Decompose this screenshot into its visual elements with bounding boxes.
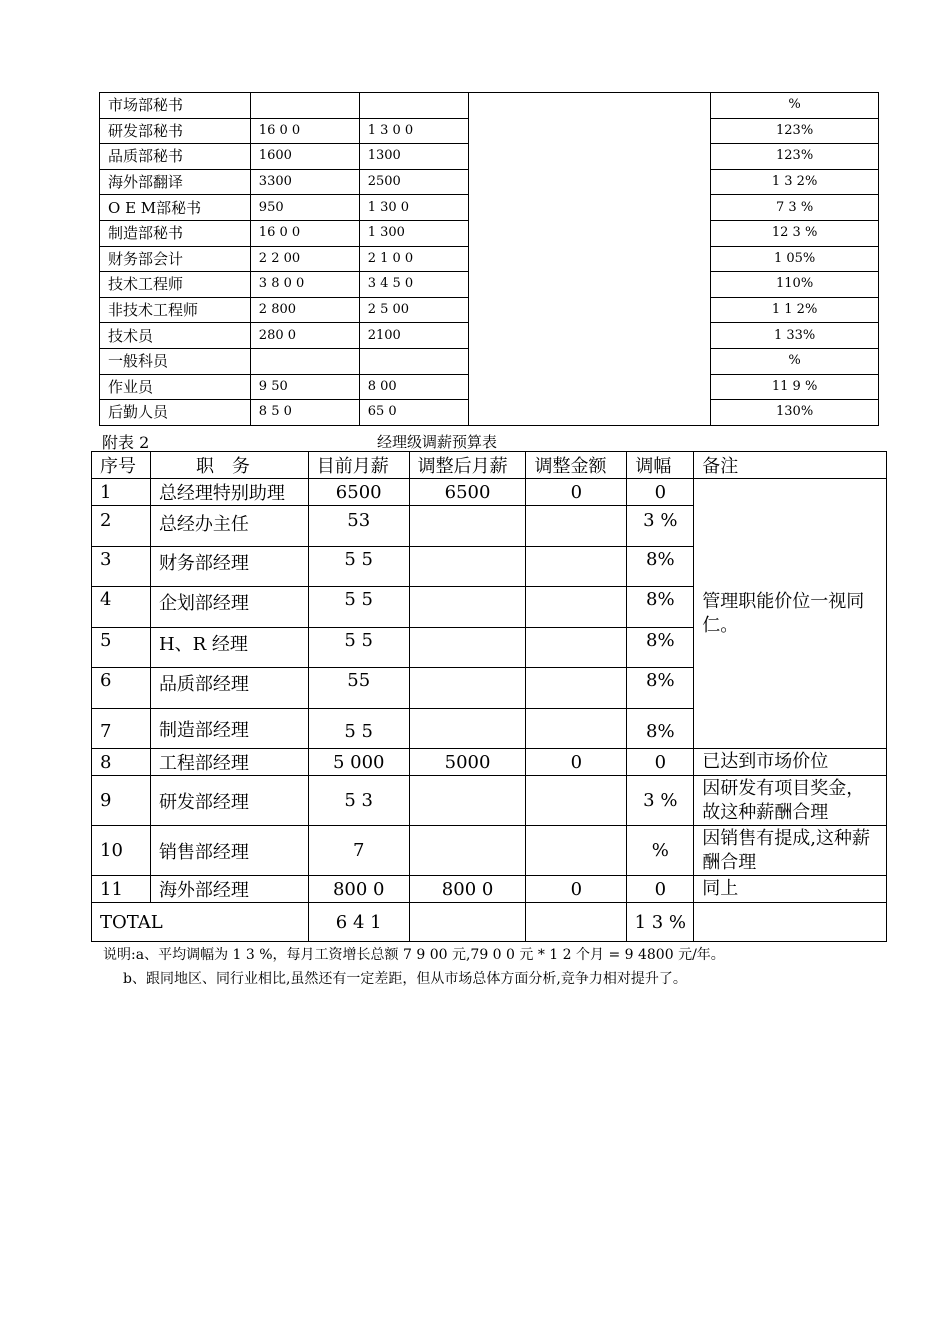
current-salary: 16 0 0 (250, 118, 359, 144)
row-current: 5 5 (308, 547, 409, 587)
job-title: 后勤人员 (100, 400, 251, 426)
row-title: 总经办主任 (150, 506, 308, 547)
row-amount (526, 628, 627, 668)
current-salary: 3 8 0 0 (250, 272, 359, 298)
row-note: 因销售有提成,这种薪酬合理 (694, 826, 887, 876)
row-title: H、R 经理 (150, 628, 308, 668)
row-pct: 0 (627, 876, 694, 903)
header-pct: 调幅 (627, 452, 694, 479)
header-current: 目前月薪 (308, 452, 409, 479)
staff-salary-table (99, 92, 879, 426)
adjusted-salary: 1 3 0 0 (359, 118, 468, 144)
row-pct: 8% (627, 628, 694, 668)
current-salary: 2 2 00 (250, 246, 359, 272)
row-current: 7 (308, 826, 409, 876)
adjusted-salary: 2100 (359, 323, 468, 349)
row-adjusted (409, 547, 526, 587)
job-title: 技术工程师 (100, 272, 251, 298)
row-title: 财务部经理 (150, 547, 308, 587)
row-no: 6 (92, 668, 151, 709)
current-salary: 280 0 (250, 323, 359, 349)
row-amount (526, 776, 627, 826)
current-salary: 2 800 (250, 297, 359, 323)
manager-salary-budget-table (91, 451, 887, 942)
row-amount: 0 (526, 749, 627, 776)
header-row (92, 452, 887, 479)
ratio: 1 1 2% (711, 297, 879, 323)
row-title: 海外部经理 (150, 876, 308, 903)
adjusted-salary: 1 30 0 (359, 195, 468, 221)
header-note: 备注 (694, 452, 887, 479)
adjusted-salary (359, 93, 468, 119)
ratio: % (711, 348, 879, 374)
total-row (92, 903, 887, 942)
adjusted-salary: 65 0 (359, 400, 468, 426)
adjusted-salary: 1 300 (359, 220, 468, 246)
job-title: 制造部秘书 (100, 220, 251, 246)
table-row (92, 826, 887, 876)
header-title: 职 务 (150, 452, 308, 479)
current-salary (250, 93, 359, 119)
row-current: 5 000 (308, 749, 409, 776)
row-adjusted (409, 668, 526, 709)
row-adjusted (409, 628, 526, 668)
table-row (92, 776, 887, 826)
row-current: 55 (308, 668, 409, 709)
header-amount: 调整金额 (526, 452, 627, 479)
total-pct: 1 3 % (627, 903, 694, 942)
row-no: 7 (92, 709, 151, 749)
row-no: 1 (92, 479, 151, 506)
ratio: 1 33% (711, 323, 879, 349)
row-pct: 8% (627, 668, 694, 709)
row-amount (526, 506, 627, 547)
row-adjusted (409, 709, 526, 749)
job-title: 作业员 (100, 374, 251, 400)
header-adjusted: 调整后月薪 (409, 452, 526, 479)
row-no: 8 (92, 749, 151, 776)
total-amount (526, 903, 627, 942)
table-row (92, 749, 887, 776)
row-adjusted: 5000 (409, 749, 526, 776)
row-current: 53 (308, 506, 409, 547)
job-title: O E M部秘书 (100, 195, 251, 221)
ratio: 123% (711, 118, 879, 144)
total-adjusted (409, 903, 526, 942)
job-title: 研发部秘书 (100, 118, 251, 144)
table-row (92, 479, 887, 506)
row-no: 4 (92, 587, 151, 628)
row-note: 同上 (694, 876, 887, 903)
ratio: 110% (711, 272, 879, 298)
table-row (100, 93, 879, 119)
header-no: 序号 (92, 452, 151, 479)
row-no: 11 (92, 876, 151, 903)
ratio: 1 05% (711, 246, 879, 272)
row-current: 800 0 (308, 876, 409, 903)
row-amount (526, 709, 627, 749)
row-amount (526, 547, 627, 587)
current-salary: 3300 (250, 169, 359, 195)
adjusted-salary: 8 00 (359, 374, 468, 400)
row-adjusted: 800 0 (409, 876, 526, 903)
row-amount (526, 587, 627, 628)
total-label: TOTAL (92, 903, 309, 942)
total-note (694, 903, 887, 942)
row-amount: 0 (526, 479, 627, 506)
row-no: 10 (92, 826, 151, 876)
row-note: 因研发有项目奖金，故这种薪酬合理 (694, 776, 887, 826)
row-adjusted (409, 776, 526, 826)
row-adjusted (409, 826, 526, 876)
total-current: 6 4 1 (308, 903, 409, 942)
row-amount (526, 826, 627, 876)
row-no: 2 (92, 506, 151, 547)
row-adjusted: 6500 (409, 479, 526, 506)
current-salary: 8 5 0 (250, 400, 359, 426)
appendix-label: 附表 2 (102, 433, 150, 452)
current-salary: 1600 (250, 144, 359, 170)
row-current: 5 3 (308, 776, 409, 826)
row-title: 研发部经理 (150, 776, 308, 826)
row-pct: 0 (627, 479, 694, 506)
current-salary: 16 0 0 (250, 220, 359, 246)
adjusted-salary: 2500 (359, 169, 468, 195)
job-title: 技术员 (100, 323, 251, 349)
row-title: 品质部经理 (150, 668, 308, 709)
merged-note: 管理职能价位一视同仁。 (694, 479, 887, 749)
row-pct: 3 % (627, 776, 694, 826)
ratio: 1 3 2% (711, 169, 879, 195)
ratio: 11 9 % (711, 374, 879, 400)
row-current: 5 5 (308, 709, 409, 749)
row-title: 销售部经理 (150, 826, 308, 876)
row-adjusted (409, 506, 526, 547)
row-amount (526, 668, 627, 709)
table-title: 经理级调薪预算表 (377, 433, 498, 451)
ratio: 7 3 % (711, 195, 879, 221)
table-row (92, 876, 887, 903)
job-title: 品质部秘书 (100, 144, 251, 170)
job-title: 海外部翻译 (100, 169, 251, 195)
row-no: 3 (92, 547, 151, 587)
row-pct: 8% (627, 587, 694, 628)
row-title: 企划部经理 (150, 587, 308, 628)
adjusted-salary: 2 1 0 0 (359, 246, 468, 272)
row-adjusted (409, 587, 526, 628)
row-title: 总经理特别助理 (150, 479, 308, 506)
row-pct: 8% (627, 547, 694, 587)
row-note: 已达到市场价位 (694, 749, 887, 776)
current-salary (250, 348, 359, 374)
ratio: 12 3 % (711, 220, 879, 246)
job-title: 市场部秘书 (100, 93, 251, 119)
row-current: 5 5 (308, 587, 409, 628)
adjusted-salary: 2 5 00 (359, 297, 468, 323)
row-no: 9 (92, 776, 151, 826)
job-title: 非技术工程师 (100, 297, 251, 323)
row-title: 制造部经理 (150, 709, 308, 749)
ratio: 123% (711, 144, 879, 170)
footnote-b: b、跟同地区、同行业相比,虽然还有一定差距，但从市场总体方面分析,竞争力相对提升了。 (123, 971, 687, 987)
job-title: 财务部会计 (100, 246, 251, 272)
footnote-a: 说明:a、平均调幅为 1 3 %，每月工资增长总额 7 9 00 元,79 0 0 元 * 1 2 个月 = 9 4800 元/年。 (103, 947, 725, 963)
row-current: 6500 (308, 479, 409, 506)
adjusted-salary: 3 4 5 0 (359, 272, 468, 298)
current-salary: 9 50 (250, 374, 359, 400)
ratio: 130% (711, 400, 879, 426)
row-pct: 0 (627, 749, 694, 776)
ratio: % (711, 93, 879, 119)
row-pct: 3 % (627, 506, 694, 547)
row-pct: 8% (627, 709, 694, 749)
job-title: 一般科员 (100, 348, 251, 374)
adjusted-salary: 1300 (359, 144, 468, 170)
adjusted-salary (359, 348, 468, 374)
blank-merged-cell (468, 93, 711, 426)
row-title: 工程部经理 (150, 749, 308, 776)
row-no: 5 (92, 628, 151, 668)
row-amount: 0 (526, 876, 627, 903)
current-salary: 950 (250, 195, 359, 221)
row-pct: % (627, 826, 694, 876)
row-current: 5 5 (308, 628, 409, 668)
